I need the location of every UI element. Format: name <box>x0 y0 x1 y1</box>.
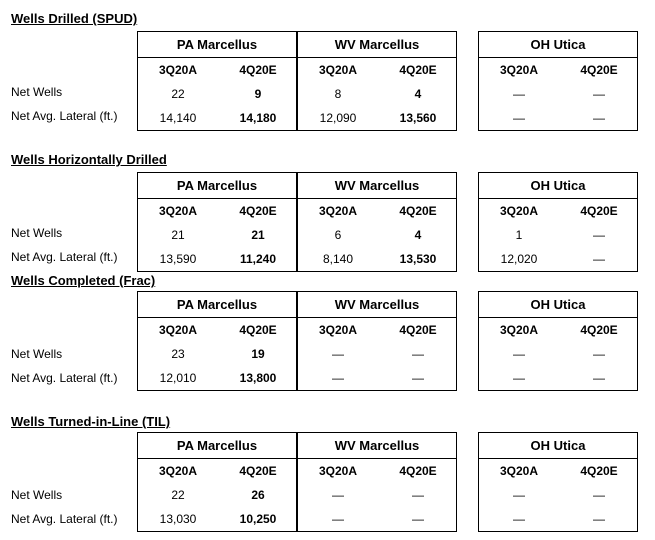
row-net-avg-lateral <box>479 247 637 271</box>
lateral-3q20a: — <box>332 512 344 526</box>
row-label-net-avg-lateral: Net Avg. Lateral (ft.) <box>11 371 118 385</box>
net-wells-3q20a: 23 <box>171 347 185 361</box>
panel-header: OH Utica <box>479 433 637 459</box>
column-header-4q20e: 4Q20E <box>399 204 437 218</box>
section-title: Wells Turned-in-Line (TIL) <box>11 414 171 429</box>
column-header-4q20e: 4Q20E <box>239 323 277 337</box>
net-wells-4q20e: — <box>593 488 605 502</box>
panel-header: WV Marcellus <box>298 433 456 459</box>
net-wells-4q20e: 4 <box>414 87 422 101</box>
column-header-3q20a: 3Q20A <box>499 63 539 77</box>
row-net-wells <box>479 342 637 366</box>
lateral-3q20a: 13,590 <box>159 252 197 266</box>
net-wells-4q20e: 4 <box>414 228 422 242</box>
row-net-wells <box>138 342 296 366</box>
lateral-4q20e: — <box>593 111 605 125</box>
panel-header: WV Marcellus <box>298 32 456 58</box>
row-net-avg-lateral <box>298 507 456 531</box>
row-net-wells <box>298 483 456 507</box>
row-net-avg-lateral <box>479 106 637 130</box>
row-label-net-avg-lateral: Net Avg. Lateral (ft.) <box>11 512 118 526</box>
lateral-4q20e: 13,530 <box>399 252 437 266</box>
row-label-net-wells: Net Wells <box>11 488 63 502</box>
panel-header: PA Marcellus <box>138 292 296 318</box>
net-wells-3q20a: 22 <box>171 488 185 502</box>
net-wells-4q20e: 9 <box>254 87 262 101</box>
row-net-wells <box>298 82 456 106</box>
lateral-4q20e: — <box>412 371 424 385</box>
net-wells-4q20e: — <box>593 228 605 242</box>
net-wells-4q20e: — <box>412 488 424 502</box>
row-net-avg-lateral <box>138 106 296 130</box>
lateral-4q20e: — <box>593 252 605 266</box>
lateral-4q20e: — <box>412 512 424 526</box>
row-net-avg-lateral <box>138 507 296 531</box>
lateral-4q20e: 14,180 <box>239 111 277 125</box>
panel-wv-marcellus <box>297 172 457 272</box>
row-label-net-wells: Net Wells <box>11 347 63 361</box>
column-header-3q20a: 3Q20A <box>318 323 358 337</box>
panel-header: PA Marcellus <box>138 173 296 199</box>
row-net-wells <box>138 82 296 106</box>
column-header-4q20e: 4Q20E <box>580 63 618 77</box>
row-net-wells <box>479 82 637 106</box>
net-wells-4q20e: 26 <box>251 488 265 502</box>
column-header-3q20a: 3Q20A <box>318 204 358 218</box>
column-header-3q20a: 3Q20A <box>318 63 358 77</box>
column-header-3q20a: 3Q20A <box>158 464 198 478</box>
row-net-wells <box>138 223 296 247</box>
panel-wv-marcellus <box>297 432 457 532</box>
panel-pa-marcellus <box>137 31 297 131</box>
panel-wv-marcellus <box>297 31 457 131</box>
row-net-avg-lateral <box>479 366 637 390</box>
column-header-4q20e: 4Q20E <box>399 323 437 337</box>
row-net-avg-lateral <box>298 247 456 271</box>
row-net-wells <box>138 483 296 507</box>
net-wells-3q20a: 6 <box>334 228 342 242</box>
column-header-3q20a: 3Q20A <box>158 323 198 337</box>
row-net-wells <box>479 223 637 247</box>
lateral-3q20a: 12,020 <box>500 252 538 266</box>
row-label-net-wells: Net Wells <box>11 85 63 99</box>
net-wells-3q20a: — <box>513 87 525 101</box>
net-wells-3q20a: — <box>332 347 344 361</box>
net-wells-3q20a: — <box>513 488 525 502</box>
column-header-4q20e: 4Q20E <box>239 63 277 77</box>
net-wells-4q20e: — <box>593 347 605 361</box>
panel-header: WV Marcellus <box>298 173 456 199</box>
net-wells-4q20e: — <box>593 87 605 101</box>
net-wells-3q20a: — <box>332 488 344 502</box>
column-header-3q20a: 3Q20A <box>499 323 539 337</box>
column-header-3q20a: 3Q20A <box>318 464 358 478</box>
net-wells-3q20a: 8 <box>334 87 342 101</box>
panel-pa-marcellus <box>137 172 297 272</box>
column-header-4q20e: 4Q20E <box>580 323 618 337</box>
lateral-4q20e: 10,250 <box>239 512 277 526</box>
panel-oh-utica <box>478 172 638 272</box>
row-label-net-avg-lateral: Net Avg. Lateral (ft.) <box>11 109 118 123</box>
panel-header: PA Marcellus <box>138 32 296 58</box>
lateral-4q20e: 13,560 <box>399 111 437 125</box>
lateral-3q20a: — <box>513 111 525 125</box>
column-header-3q20a: 3Q20A <box>158 204 198 218</box>
row-net-avg-lateral <box>479 507 637 531</box>
lateral-3q20a: 14,140 <box>159 111 197 125</box>
panel-header: OH Utica <box>479 32 637 58</box>
column-header-4q20e: 4Q20E <box>580 464 618 478</box>
panel-oh-utica <box>478 291 638 391</box>
row-net-avg-lateral <box>298 366 456 390</box>
panel-wv-marcellus <box>297 291 457 391</box>
lateral-3q20a: 13,030 <box>159 512 197 526</box>
net-wells-4q20e: 21 <box>251 228 265 242</box>
row-label-net-avg-lateral: Net Avg. Lateral (ft.) <box>11 250 118 264</box>
lateral-4q20e: 11,240 <box>239 252 277 266</box>
panel-oh-utica <box>478 432 638 532</box>
net-wells-3q20a: 21 <box>171 228 185 242</box>
net-wells-3q20a: — <box>513 347 525 361</box>
row-net-wells <box>298 223 456 247</box>
lateral-3q20a: — <box>332 371 344 385</box>
lateral-3q20a: 12,090 <box>319 111 357 125</box>
lateral-3q20a: — <box>513 371 525 385</box>
row-net-avg-lateral <box>298 106 456 130</box>
section-title: Wells Completed (Frac) <box>11 273 156 288</box>
column-header-3q20a: 3Q20A <box>158 63 198 77</box>
row-net-avg-lateral <box>138 247 296 271</box>
section-title: Wells Drilled (SPUD) <box>11 11 138 26</box>
net-wells-3q20a: 22 <box>171 87 185 101</box>
row-net-avg-lateral <box>138 366 296 390</box>
panel-header: OH Utica <box>479 173 637 199</box>
panel-oh-utica <box>478 31 638 131</box>
section-title: Wells Horizontally Drilled <box>11 152 167 167</box>
lateral-3q20a: 8,140 <box>322 252 354 266</box>
column-header-4q20e: 4Q20E <box>239 464 277 478</box>
panel-header: PA Marcellus <box>138 433 296 459</box>
lateral-3q20a: 12,010 <box>159 371 197 385</box>
row-net-wells <box>298 342 456 366</box>
row-net-wells <box>479 483 637 507</box>
net-wells-3q20a: 1 <box>515 228 523 242</box>
row-label-net-wells: Net Wells <box>11 226 63 240</box>
panel-pa-marcellus <box>137 291 297 391</box>
lateral-4q20e: — <box>593 512 605 526</box>
panel-header: WV Marcellus <box>298 292 456 318</box>
lateral-4q20e: 13,800 <box>239 371 277 385</box>
lateral-4q20e: — <box>593 371 605 385</box>
column-header-4q20e: 4Q20E <box>399 63 437 77</box>
panel-pa-marcellus <box>137 432 297 532</box>
net-wells-4q20e: — <box>412 347 424 361</box>
column-header-3q20a: 3Q20A <box>499 464 539 478</box>
column-header-3q20a: 3Q20A <box>499 204 539 218</box>
column-header-4q20e: 4Q20E <box>580 204 618 218</box>
net-wells-4q20e: 19 <box>251 347 265 361</box>
column-header-4q20e: 4Q20E <box>399 464 437 478</box>
panel-header: OH Utica <box>479 292 637 318</box>
column-header-4q20e: 4Q20E <box>239 204 277 218</box>
lateral-3q20a: — <box>513 512 525 526</box>
